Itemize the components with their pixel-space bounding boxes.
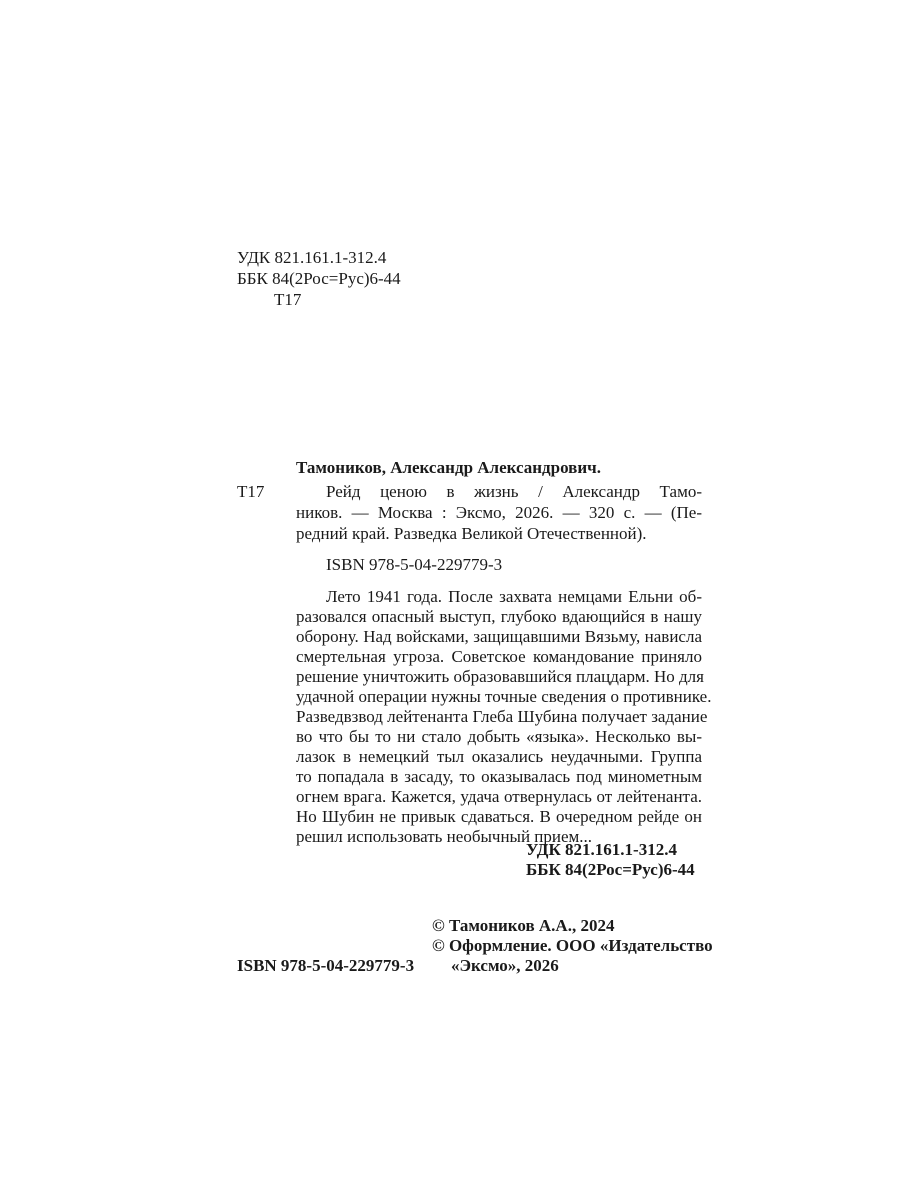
udk-code-top: УДК 821.161.1-312.4 [237, 248, 387, 267]
annotation-line: лазок в немецкий тыл оказались неудачными. Группа [296, 747, 702, 766]
title-line-2: ников. — Москва : Эксмо, 2026. — 320 с. — (Пе- [296, 503, 702, 522]
annotation-line: разовался опасный выступ, глубоко вдающийся в нашу [296, 607, 702, 626]
copyright-author: © Тамоников А.А., 2024 [432, 916, 615, 935]
copyright-design-cont: «Эксмо», 2026 [451, 956, 559, 975]
annotation-line: оборону. Над войсками, защищавшими Вязьму, нависла [296, 627, 702, 646]
isbn-main: ISBN 978-5-04-229779-3 [326, 555, 503, 574]
title-line-3: редний край. Разведка Великой Отечественной). [296, 524, 647, 543]
copyright-design: © Оформление. ООО «Издательство [432, 936, 713, 955]
annotation-line: удачной операции нужны точные сведения о противнике. [296, 687, 712, 706]
annotation-line: Лето 1941 года. После захвата немцами Ельни об- [326, 587, 702, 606]
author-code-top: Т17 [274, 290, 302, 309]
annotation-line: во что бы то ни стало добыть «языка». Несколько вы- [296, 727, 702, 746]
annotation-line: огнем врага. Кажется, удача отвернулась от лейтенанта. [296, 787, 702, 806]
udk-code-bottom: УДК 821.161.1-312.4 [526, 840, 677, 859]
annotation-line: решил использовать необычный прием... [296, 827, 593, 846]
author-code-left: Т17 [237, 482, 265, 501]
annotation-line: Разведвзвод лейтенанта Глеба Шубина получает задание [296, 707, 708, 726]
title-line-1: Рейд ценою в жизнь / Александр Тамо- [326, 482, 702, 501]
annotation-line: Но Шубин не привык сдаваться. В очередном рейде он [296, 807, 702, 826]
bbk-code-top: ББК 84(2Рос=Рус)6-44 [237, 269, 401, 288]
annotation-line: смертельная угроза. Советское командование приняло [296, 647, 702, 666]
bbk-code-bottom: ББК 84(2Рос=Рус)6-44 [526, 860, 695, 879]
annotation-line: то попадала в засаду, то оказывалась под минометным [296, 767, 702, 786]
isbn-bottom: ISBN 978-5-04-229779-3 [237, 956, 415, 975]
author-name: Тамоников, Александр Александрович. [296, 458, 601, 477]
annotation-line: решение уничтожить образовавшийся плацдарм. Но для [296, 667, 704, 686]
